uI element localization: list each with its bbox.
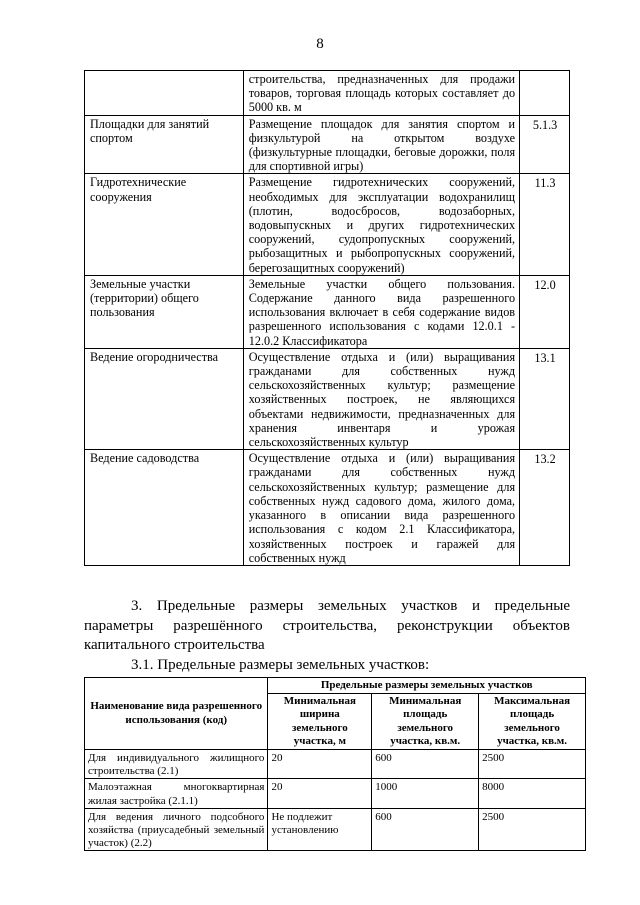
use-type-cell: Для индивидуального жилищного строительства (2.1)	[85, 750, 268, 779]
use-type-name: Площадки для занятий спортом	[85, 115, 244, 174]
table-row	[85, 450, 570, 566]
table-row	[85, 71, 570, 116]
use-type-description: Размещение площадок для занятия спортом и физкультурой на открытом воздухе (физкультурные площадки, беговые дорожки, поля для спортивной игры)	[243, 115, 519, 174]
use-type-code: 13.1	[520, 348, 570, 449]
land-use-types-table	[84, 70, 570, 566]
use-type-code: 13.2	[520, 450, 570, 566]
column-header-min-area: Минимальная площадь земельного участка, кв.м.	[372, 694, 479, 750]
min-area-cell: 600	[372, 808, 479, 851]
use-type-code: 5.1.3	[520, 115, 570, 174]
min-width-cell: 20	[268, 750, 372, 779]
max-area-cell: 8000	[479, 779, 586, 808]
table-row	[85, 348, 570, 449]
plot-size-limits-table	[84, 677, 586, 851]
min-width-cell: Не подлежит установлению	[268, 808, 372, 851]
use-type-name: Ведение садоводства	[85, 450, 244, 566]
use-type-description: строительства, предназначенных для продажи товаров, торговая площадь которых составляет до 5000 кв. м	[243, 71, 519, 116]
column-header-min-width: Минимальная ширина земельного участка, м	[268, 694, 372, 750]
table-row	[85, 779, 586, 808]
table-header-row	[85, 678, 586, 694]
column-header-max-area: Максимальная площадь земельного участка, кв.м.	[479, 694, 586, 750]
use-type-description: Осуществление отдыха и (или) выращивания гражданами для собственных нужд сельскохозяйственных культур; размещение для собственных нужд садового дома, жилого дома, указанного в описании вида разрешенного использования с кодом 2.1 Классификатора, хозяйственных построек и гаражей для собственных нужд	[243, 450, 519, 566]
table-row	[85, 750, 586, 779]
page-number: 8	[316, 36, 324, 52]
use-type-description: Земельные участки общего пользования. Содержание данного вида разрешенного использования включает в себя содержание видов разрешенного использования с кодами 12.0.1 - 12.0.2 Классификатора	[243, 275, 519, 348]
min-area-cell: 600	[372, 750, 479, 779]
use-type-name: Гидротехнические сооружения	[85, 174, 244, 275]
use-type-code	[520, 71, 570, 116]
max-area-cell: 2500	[479, 808, 586, 851]
use-type-description: Размещение гидротехнических сооружений, необходимых для эксплуатации водохранилищ (плотин, водосбросов, водозаборных, водовыпускных и других гидротехнических сооружений, судопропускных сооружений, рыбозащитных и рыбопропускных сооружений, берегозащитных сооружений)	[243, 174, 519, 275]
min-area-cell: 1000	[372, 779, 479, 808]
use-type-code: 12.0	[520, 275, 570, 348]
use-type-name	[85, 71, 244, 116]
section-3-heading: 3. Предельные размеры земельных участков и предельные параметры разрешённого строительства, реконструкции объектов капитального строительства	[84, 598, 570, 653]
section-3-1-heading: 3.1. Предельные размеры земельных участков:	[131, 657, 430, 673]
table-row	[85, 174, 570, 275]
table-row	[85, 808, 586, 851]
use-type-code: 11.3	[520, 174, 570, 275]
column-header-use-type: Наименование вида разрешенного использования (код)	[85, 678, 268, 750]
use-type-name: Ведение огородничества	[85, 348, 244, 449]
table-row	[85, 115, 570, 174]
use-type-cell: Малоэтажная многоквартирная жилая застройка (2.1.1)	[85, 779, 268, 808]
use-type-description: Осуществление отдыха и (или) выращивания гражданами для собственных нужд сельскохозяйственных культур; размещение хозяйственных построек, не являющихся объектами недвижимости, предназначенных для хранения инвентаря и урожая сельскохозяйственных культур	[243, 348, 519, 449]
column-group-header: Предельные размеры земельных участков	[268, 678, 586, 694]
table-row	[85, 275, 570, 348]
max-area-cell: 2500	[479, 750, 586, 779]
use-type-cell: Для ведения личного подсобного хозяйства (приусадебный земельный участок) (2.2)	[85, 808, 268, 851]
min-width-cell: 20	[268, 779, 372, 808]
use-type-name: Земельные участки (территории) общего пользования	[85, 275, 244, 348]
